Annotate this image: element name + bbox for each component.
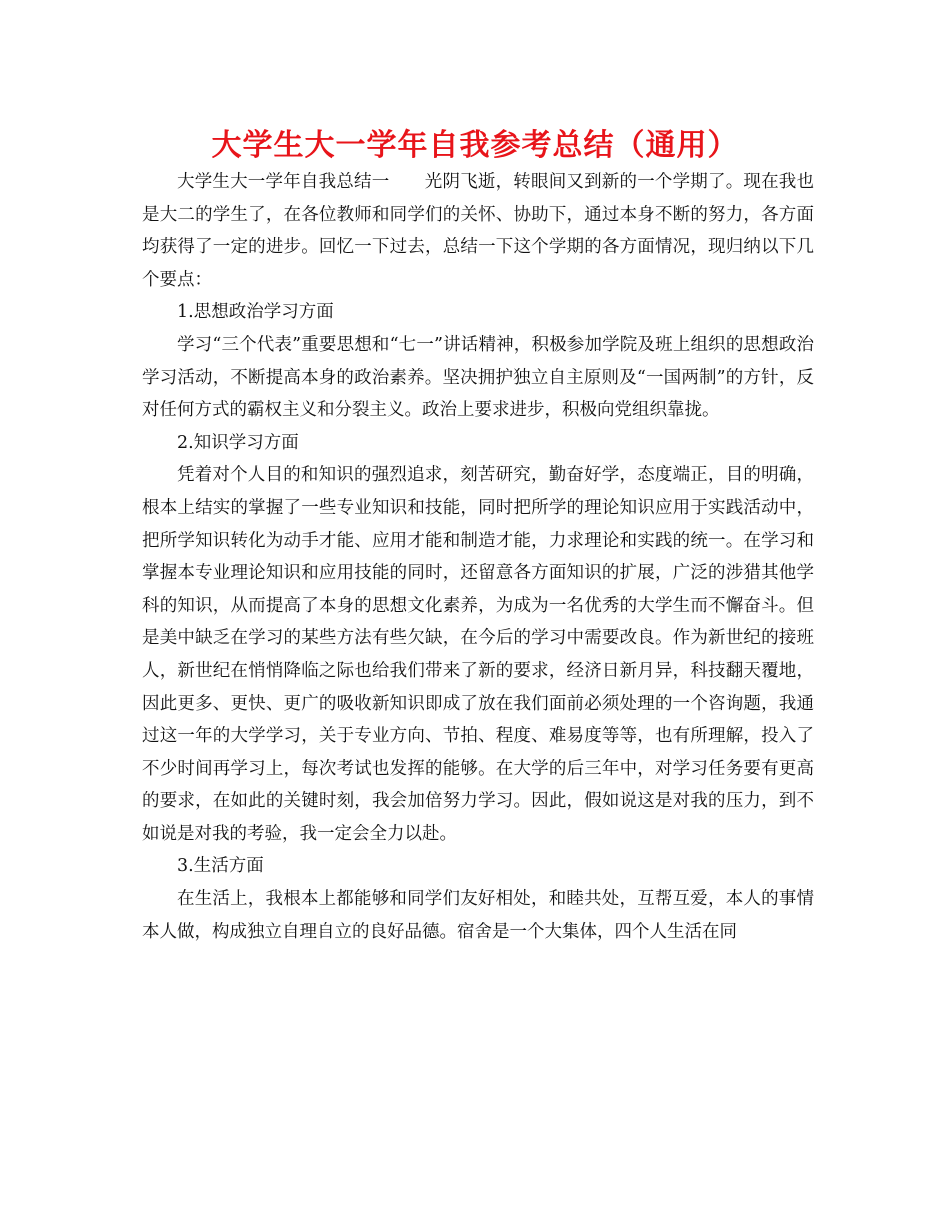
politics-paragraph: 学习“三个代表”重要思想和“七一”讲话精神，积极参加学院及班上组织的思想政治学习活动，不断提高本身的政治素养。坚决拥护独立自主原则及“一国两制”的方针，反对任何方式的霸权主义和分裂主义。政治上要求进步，积极向党组织靠拢。: [142, 334, 814, 421]
life-paragraph: 在生活上，我根本上都能够和同学们友好相处，和睦共处，互帮互爱，本人的事情本人做，构成独立自理自立的良好品德。宿舍是一个大集体，四个人生活在同: [142, 889, 814, 942]
intro-paragraph: 大学生大一学年自我总结一 光阴飞逝，转眼间又到新的一个学期了。现在我也是大二的学生了，在各位教师和同学们的关怀、协助下，通过本身不断的努力，各方面均获得了一定的进步。回忆一下过去，总结一下这个学期的各方面情况，现归纳以下几个要点：: [142, 172, 814, 290]
section-heading-knowledge: 2.知识学习方面: [177, 432, 299, 453]
document-body: [142, 166, 814, 948]
section-heading-life: 3.生活方面: [177, 856, 264, 877]
knowledge-paragraph: 凭着对个人目的和知识的强烈追求，刻苦研究，勤奋好学，态度端正，目的明确，根本上结实的掌握了一些专业知识和技能，同时把所学的理论知识应用于实践活动中，把所学知识转化为动手才能、应用才能和制造才能，力求理论和实践的统一。在学习和掌握本专业理论知识和应用技能的同时，还留意各方面知识的扩展，广泛的涉猎其他学科的知识，从而提高了本身的思想文化素养，为成为一名优秀的大学生而不懈奋斗。但是美中缺乏在学习的某些方法有些欠缺，在今后的学习中需要改良。作为新世纪的接班人，新世纪在悄悄降临之际也给我们带来了新的要求，经济日新月异，科技翻天覆地，因此更多、更快、更广的吸收新知识即成了放在我们面前必须处理的一个咨询题，我通过这一年的大学学习，关于专业方向、节拍、程度、难易度等等，也有所理解，投入了不少时间再学习上，每次考试也发挥的能够。在大学的后三年中，对学习任务要有更高的要求，在如此的关键时刻，我会加倍努力学习。因此，假如说这是对我的压力，到不如说是对我的考验，我一定会全力以赴。: [142, 465, 814, 844]
document-title: 大学生大一学年自我参考总结（通用）: [211, 128, 739, 163]
section-heading-politics: 1.思想政治学习方面: [177, 302, 334, 323]
